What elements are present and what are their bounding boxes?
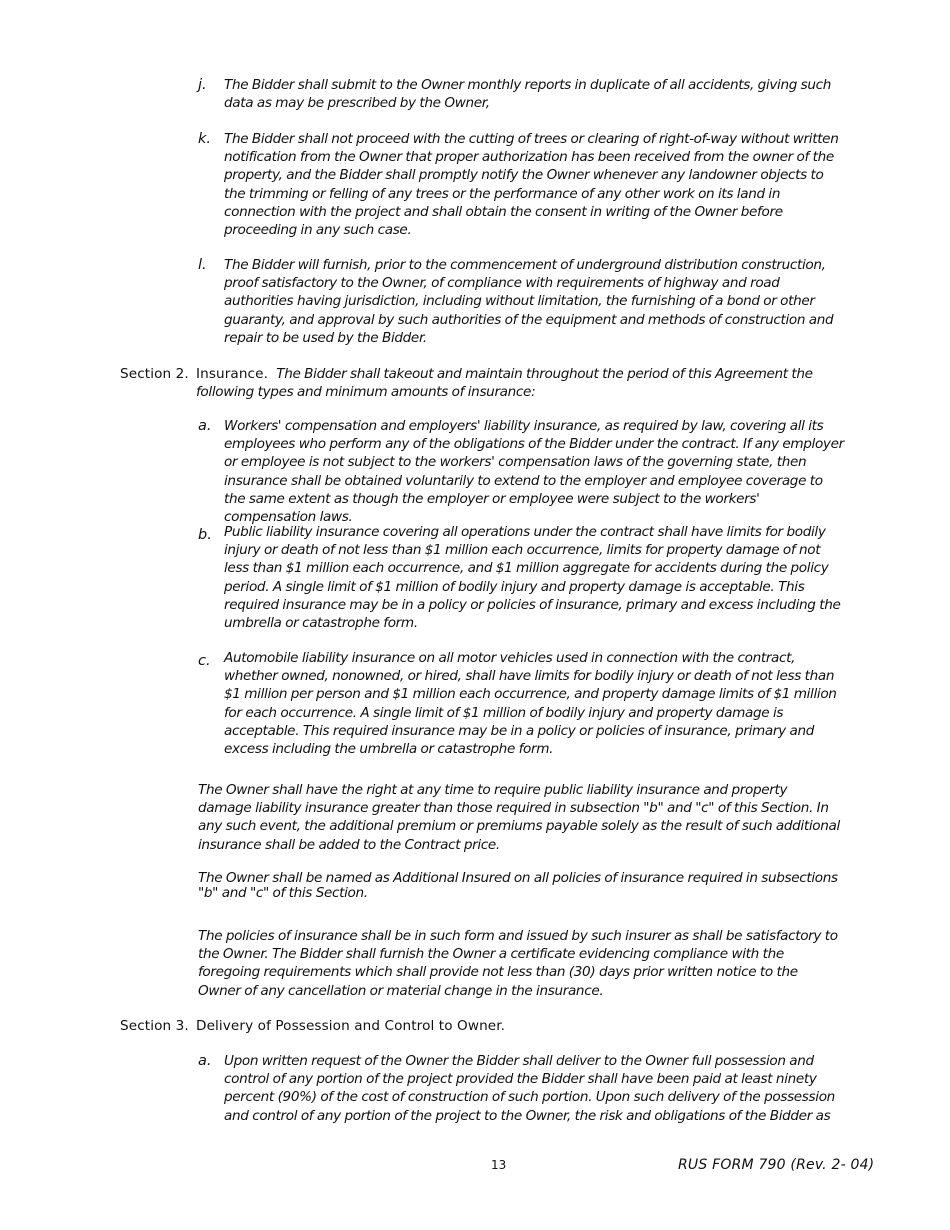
- item-text: The Bidder shall submit to the Owner monthly reports in duplicate of all accidents, giving such data as may be prescribed by the Owner,: [224, 77, 832, 112]
- section-intro-continued: following types and minimum amounts of insurance:: [196, 384, 536, 401]
- item-label: b.: [198, 527, 212, 543]
- list-item-a-workers-comp: [198, 417, 844, 526]
- section-intro: The Bidder shall takeout and maintain throughout the period of this Agreement the: [276, 366, 813, 382]
- item-label: c.: [198, 653, 211, 669]
- section-number: Section 3.: [120, 1018, 189, 1034]
- item-label: a.: [198, 418, 212, 434]
- item-text: The Bidder shall not proceed with the cutting of trees or clearing of right-of-way without written notification from the Owner that proper authorization has been received from the owner of the property, and the Bidder shall promptly notify the Owner whenever any landowner objects to the trimming or felling of any trees or the performance of any other work on its land in connection with the project and shall obtain the consent in writing of the Owner before proceeding in any such case.: [224, 131, 839, 239]
- paragraph-policy-form: The policies of insurance shall be in such form and issued by such insurer as shall be satisfactory to the Owner. The Bidder shall furnish the Owner a certificate evidencing compliance with the foregoing requirements which shall provide not less than (30) days prior written notice to the Owner of any cancellation or material change in the insurance.: [198, 928, 838, 999]
- page-number: 13: [491, 1158, 507, 1172]
- item-label: a.: [198, 1053, 212, 1069]
- section-3-heading: [120, 1017, 846, 1035]
- section-title: Insurance.: [196, 366, 269, 382]
- list-item-k: [198, 130, 844, 239]
- section-number: Section 2.: [120, 366, 189, 382]
- item-text: Workers' compensation and employers' liability insurance, as required by law, covering all its employees who perform any of the obligations of the Bidder under the contract. If any employer or employee is not subject to the workers' compensation laws of the governing state, then insurance shall be obtained voluntarily to extend to the employer and employee coverage to the same extent as though the employer or employee were subject to the workers' compensation laws.: [224, 418, 844, 526]
- item-text: The Bidder will furnish, prior to the commencement of underground distribution construction, proof satisfactory to the Owner, of compliance with requirements of highway and road authorities having jurisdiction, including without limitation, the furnishing of a bond or other guaranty, and approval by such authorities of the equipment and methods of construction and repair to be used by the Bidder.: [224, 257, 834, 346]
- item-label: l.: [198, 257, 207, 273]
- paragraph-additional-insured: The Owner shall be named as Additional Insured on all policies of insurance required in subsections "b" and "c" of this Section.: [198, 870, 838, 901]
- item-label: k.: [198, 131, 212, 147]
- list-item-a-delivery: [198, 1052, 844, 1125]
- section-2-heading: [120, 365, 846, 401]
- item-text: Upon written request of the Owner the Bidder shall deliver to the Owner full possession and control of any portion of the project provided the Bidder shall have been paid at least ninety percent (90%) of the cost of construction of such portion. Upon such delivery of the possession and control of any portion of the project to the Owner, the risk and obligations of the Bidder as: [224, 1053, 835, 1124]
- item-label: j.: [198, 77, 207, 93]
- paragraph-owner-right: The Owner shall have the right at any time to require public liability insurance and property damage liability insurance greater than those required in subsection "b" and "c" of this Section. In any such event, the additional premium or premiums payable solely as the result of such additional insurance shall be added to the Contract price.: [198, 782, 840, 853]
- list-item-c-automobile-liability: [198, 649, 844, 758]
- list-item-j: [198, 76, 844, 112]
- section-title: Delivery of Possession and Control to Owner.: [196, 1018, 506, 1034]
- form-reference: RUS FORM 790 (Rev. 2- 04): [678, 1157, 875, 1173]
- list-item-b-public-liability: [198, 523, 844, 632]
- item-text: Public liability insurance covering all operations under the contract shall have limits for bodily injury or death of not less than $1 million each occurrence, limits for property damage of not less than $1 million each occurrence, and $1 million aggregate for accidents during the policy period. A single limit of $1 million of bodily injury and property damage is acceptable. This required insurance may be in a policy or policies of insurance, primary and excess including the umbrella or catastrophe form.: [224, 524, 841, 632]
- item-text: Automobile liability insurance on all motor vehicles used in connection with the contract, whether owned, nonowned, or hired, shall have limits for bodily injury or death of not less than $1 million per person and $1 million each occurrence, and property damage limits of $1 million for each occurrence. A single limit of $1 million of bodily injury and property damage is acceptable. This required insurance may be in a policy or policies of insurance, primary and excess including the umbrella or catastrophe form.: [224, 650, 837, 758]
- list-item-l: [198, 256, 844, 347]
